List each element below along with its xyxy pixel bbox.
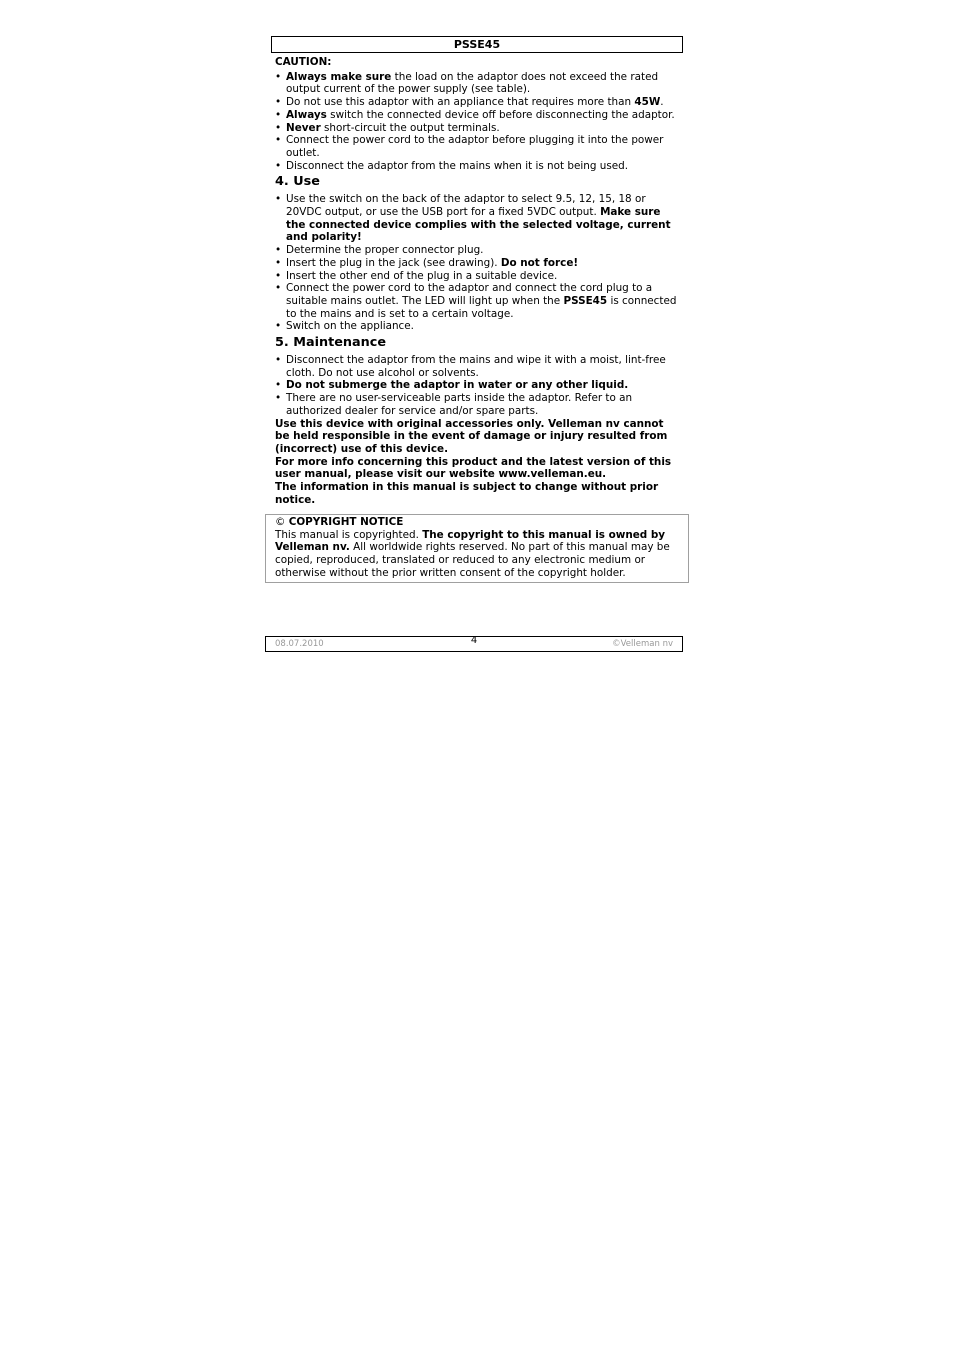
list-item: • Do not use this adaptor with an appliance that requires more than 45W.: [275, 96, 664, 109]
list-item: • Switch on the appliance.: [275, 320, 414, 333]
page-footer: [265, 636, 683, 652]
section-heading-use: 4. Use: [275, 174, 320, 190]
caution-title: CAUTION:: [275, 56, 332, 68]
header-title: PSSE45: [453, 38, 501, 51]
bullet-icon: •: [275, 108, 282, 121]
list-item: • Determine the proper connector plug.: [275, 244, 484, 257]
footer-company: ©Velleman nv: [612, 639, 673, 649]
list-item: • Connect the power cord to the adaptor and connect the cord plug to a suitable mains outlet. The LED will light up when the PSSE45 is connected to the mains and is set to a certain voltage.: [275, 282, 677, 320]
bullet-icon: •: [275, 193, 282, 206]
list-item: • Disconnect the adaptor from the mains and wipe it with a moist, lint-free cloth. Do not use alcohol or solvents.: [275, 354, 666, 379]
bullet-icon: •: [275, 96, 282, 109]
more-info-notice: For more info concerning this product and the latest version of this user manual, please visit our website www.velleman.eu.: [275, 455, 672, 481]
page-number: 4: [470, 635, 478, 646]
bullet-icon: •: [275, 379, 282, 392]
footer-date: 08.07.2010: [275, 639, 324, 649]
bullet-icon: •: [275, 244, 282, 257]
bullet-icon: •: [275, 354, 282, 367]
copyright-notice: [265, 514, 689, 583]
bullet-icon: •: [275, 320, 282, 333]
list-item: • There are no user-serviceable parts inside the adaptor. Refer to an authorized dealer for service and/or spare parts.: [275, 392, 633, 417]
list-item: • Insert the other end of the plug in a suitable device.: [275, 269, 558, 282]
bullet-icon: •: [275, 392, 282, 405]
list-item: • Insert the plug in the jack (see drawing). Do not force!: [275, 256, 579, 269]
main-content: [275, 56, 681, 507]
copyright-title-line: [275, 516, 680, 529]
bullet-icon: •: [275, 256, 282, 269]
list-item: • Use the switch on the back of the adaptor to select 9.5, 12, 15, 18 or 20VDC output, or use the USB port for a fixed 5VDC output. Make sure the connected device complies with the selected voltage, current and polarity!: [275, 193, 671, 244]
list-item: • Disconnect the adaptor from the mains when it is not being used.: [275, 159, 629, 172]
bullet-icon: •: [275, 70, 282, 83]
accessories-notice: Use this device with original accessories only. Velleman nv cannot be held responsible in the event of damage or injury resulted from (incorrect) use of this device.: [275, 417, 668, 455]
bullet-icon: •: [275, 121, 282, 134]
bullet-icon: •: [275, 282, 282, 295]
maintenance-list: [275, 354, 681, 418]
use-list: [275, 193, 681, 333]
list-item: • Always make sure the load on the adaptor does not exceed the rated output current of the power supply (see table).: [275, 70, 659, 96]
change-notice: The information in this manual is subject to change without prior notice.: [275, 481, 659, 506]
section-heading-maintenance: 5. Maintenance: [275, 335, 387, 351]
copyright-body: This manual is copyrighted. The copyright to this manual is owned by Velleman nv. All worldwide rights reserved. No part of this manual may be copied, reproduced, translated or reduced to any electronic medium or otherwise without the prior written consent of the copyright holder.: [275, 528, 670, 579]
list-item: • Do not submerge the adaptor in water or any other liquid.: [275, 379, 629, 392]
page-header: [271, 36, 683, 53]
bullet-icon: •: [275, 134, 282, 147]
bullet-icon: •: [275, 159, 282, 172]
list-item: • Always switch the connected device off before disconnecting the adaptor.: [275, 108, 675, 121]
copyright-icon: ©: [275, 516, 286, 528]
copyright-title: COPYRIGHT NOTICE: [288, 516, 404, 528]
list-item: • Never short-circuit the output terminals.: [275, 121, 500, 134]
caution-list: [275, 71, 681, 173]
list-item: • Connect the power cord to the adaptor before plugging it into the power outlet.: [275, 134, 664, 159]
bullet-icon: •: [275, 269, 282, 282]
